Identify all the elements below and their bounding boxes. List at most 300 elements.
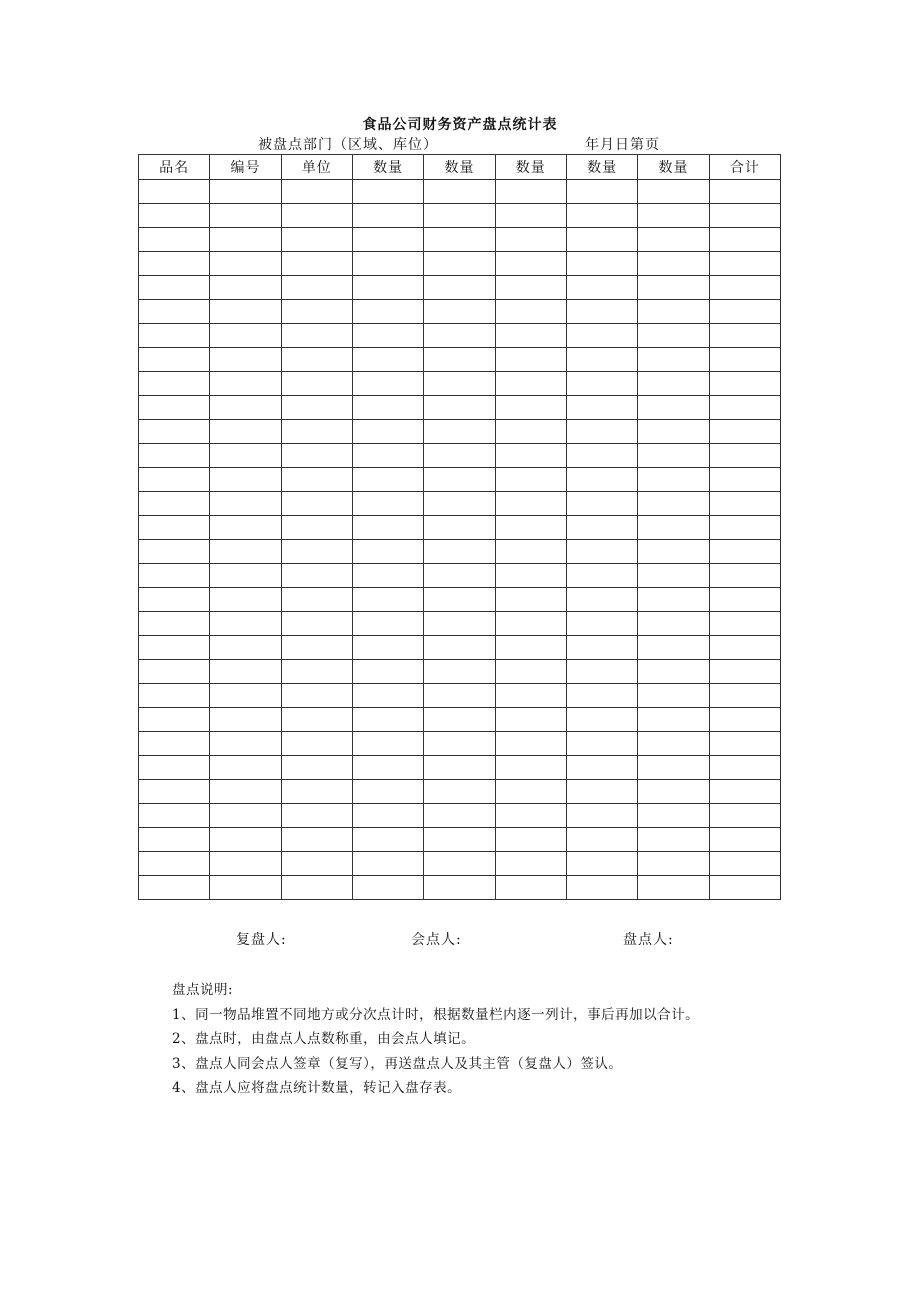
table-cell[interactable]: [139, 612, 210, 636]
table-cell[interactable]: [424, 348, 495, 372]
table-cell[interactable]: [638, 828, 709, 852]
table-cell[interactable]: [424, 612, 495, 636]
table-cell[interactable]: [281, 828, 352, 852]
table-cell[interactable]: [352, 804, 423, 828]
table-cell[interactable]: [281, 492, 352, 516]
table-cell[interactable]: [566, 636, 637, 660]
table-cell[interactable]: [139, 180, 210, 204]
table-cell[interactable]: [352, 420, 423, 444]
table-cell[interactable]: [139, 732, 210, 756]
table-cell[interactable]: [495, 396, 566, 420]
table-row: [139, 372, 781, 396]
table-cell[interactable]: [638, 732, 709, 756]
col-header-quantity-1: 数量: [352, 155, 423, 180]
notes-heading: 盘点说明:: [172, 982, 234, 998]
table-cell[interactable]: [352, 252, 423, 276]
table-cell[interactable]: [424, 324, 495, 348]
table-cell[interactable]: [495, 732, 566, 756]
table-cell[interactable]: [638, 852, 709, 876]
table-cell[interactable]: [638, 780, 709, 804]
table-cell[interactable]: [566, 300, 637, 324]
table-row: [139, 588, 781, 612]
table-cell[interactable]: [566, 396, 637, 420]
col-header-quantity-5: 数量: [638, 155, 709, 180]
table-cell[interactable]: [566, 588, 637, 612]
table-cell[interactable]: [709, 300, 780, 324]
table-cell[interactable]: [424, 180, 495, 204]
table-row: [139, 612, 781, 636]
table-cell[interactable]: [210, 492, 281, 516]
table-cell[interactable]: [139, 468, 210, 492]
table-cell[interactable]: [352, 612, 423, 636]
table-cell[interactable]: [352, 588, 423, 612]
table-cell[interactable]: [281, 852, 352, 876]
table-cell[interactable]: [424, 564, 495, 588]
table-row: [139, 780, 781, 804]
table-cell[interactable]: [709, 804, 780, 828]
table-row: [139, 324, 781, 348]
table-cell[interactable]: [281, 708, 352, 732]
table-cell[interactable]: [424, 684, 495, 708]
table-cell[interactable]: [566, 204, 637, 228]
table-cell[interactable]: [352, 468, 423, 492]
table-cell[interactable]: [352, 396, 423, 420]
table-cell[interactable]: [495, 852, 566, 876]
table-cell[interactable]: [709, 468, 780, 492]
table-cell[interactable]: [210, 396, 281, 420]
table-cell[interactable]: [495, 252, 566, 276]
table-cell[interactable]: [495, 444, 566, 468]
table-cell[interactable]: [495, 684, 566, 708]
table-cell[interactable]: [352, 852, 423, 876]
table-cell[interactable]: [424, 828, 495, 852]
witness-signature-label: 会点人:: [411, 932, 462, 948]
table-cell[interactable]: [352, 756, 423, 780]
table-cell[interactable]: [566, 348, 637, 372]
table-cell[interactable]: [638, 876, 709, 900]
table-cell[interactable]: [709, 564, 780, 588]
table-cell[interactable]: [281, 204, 352, 228]
table-row: [139, 348, 781, 372]
table-cell[interactable]: [210, 444, 281, 468]
table-cell[interactable]: [210, 828, 281, 852]
table-cell[interactable]: [210, 780, 281, 804]
table-cell[interactable]: [281, 804, 352, 828]
table-cell[interactable]: [638, 420, 709, 444]
table-cell[interactable]: [210, 180, 281, 204]
table-cell[interactable]: [139, 204, 210, 228]
table-cell[interactable]: [210, 372, 281, 396]
table-cell[interactable]: [566, 324, 637, 348]
table-cell[interactable]: [495, 828, 566, 852]
table-cell[interactable]: [210, 804, 281, 828]
table-cell[interactable]: [709, 252, 780, 276]
table-row: [139, 876, 781, 900]
table-cell[interactable]: [281, 732, 352, 756]
table-cell[interactable]: [352, 348, 423, 372]
table-cell[interactable]: [139, 876, 210, 900]
table-cell[interactable]: [638, 588, 709, 612]
table-cell[interactable]: [495, 276, 566, 300]
table-cell[interactable]: [139, 780, 210, 804]
table-cell[interactable]: [139, 396, 210, 420]
table-cell[interactable]: [281, 540, 352, 564]
table-cell[interactable]: [495, 612, 566, 636]
col-header-quantity-4: 数量: [566, 155, 637, 180]
table-cell[interactable]: [281, 180, 352, 204]
table-cell[interactable]: [424, 756, 495, 780]
table-row: [139, 180, 781, 204]
table-cell[interactable]: [424, 396, 495, 420]
table-row: [139, 756, 781, 780]
table-cell[interactable]: [139, 252, 210, 276]
table-cell[interactable]: [210, 516, 281, 540]
counter-signature-label: 盘点人:: [623, 932, 674, 948]
table-cell[interactable]: [638, 300, 709, 324]
table-cell[interactable]: [424, 708, 495, 732]
table-cell[interactable]: [424, 204, 495, 228]
table-cell[interactable]: [638, 204, 709, 228]
table-cell[interactable]: [281, 468, 352, 492]
table-cell[interactable]: [638, 444, 709, 468]
table-cell[interactable]: [638, 804, 709, 828]
table-cell[interactable]: [566, 660, 637, 684]
table-cell[interactable]: [566, 612, 637, 636]
table-cell[interactable]: [139, 540, 210, 564]
table-cell[interactable]: [281, 588, 352, 612]
table-cell[interactable]: [210, 300, 281, 324]
table-cell[interactable]: [281, 396, 352, 420]
table-cell[interactable]: [638, 516, 709, 540]
table-cell[interactable]: [566, 516, 637, 540]
table-cell[interactable]: [495, 636, 566, 660]
table-cell[interactable]: [281, 660, 352, 684]
table-cell[interactable]: [281, 564, 352, 588]
table-cell[interactable]: [281, 876, 352, 900]
table-cell[interactable]: [566, 276, 637, 300]
table-cell[interactable]: [139, 300, 210, 324]
table-cell[interactable]: [424, 804, 495, 828]
table-cell[interactable]: [495, 372, 566, 396]
table-cell[interactable]: [424, 276, 495, 300]
table-cell[interactable]: [495, 564, 566, 588]
table-cell[interactable]: [139, 804, 210, 828]
table-cell[interactable]: [709, 516, 780, 540]
table-cell[interactable]: [352, 492, 423, 516]
table-cell[interactable]: [495, 756, 566, 780]
table-cell[interactable]: [709, 708, 780, 732]
table-cell[interactable]: [424, 732, 495, 756]
table-cell[interactable]: [709, 876, 780, 900]
table-cell[interactable]: [566, 828, 637, 852]
table-cell[interactable]: [495, 780, 566, 804]
table-cell[interactable]: [566, 468, 637, 492]
table-cell[interactable]: [566, 708, 637, 732]
table-cell[interactable]: [638, 756, 709, 780]
table-cell[interactable]: [424, 228, 495, 252]
table-cell[interactable]: [566, 684, 637, 708]
recheck-signature-label: 复盘人:: [236, 932, 287, 948]
table-cell[interactable]: [352, 300, 423, 324]
table-cell[interactable]: [495, 804, 566, 828]
table-cell[interactable]: [566, 756, 637, 780]
table-cell[interactable]: [495, 324, 566, 348]
table-cell[interactable]: [424, 444, 495, 468]
table-cell[interactable]: [638, 684, 709, 708]
table-cell[interactable]: [139, 828, 210, 852]
table-cell[interactable]: [210, 756, 281, 780]
table-cell[interactable]: [210, 876, 281, 900]
table-cell[interactable]: [709, 276, 780, 300]
table-cell[interactable]: [352, 780, 423, 804]
table-cell[interactable]: [709, 756, 780, 780]
table-cell[interactable]: [638, 660, 709, 684]
table-cell[interactable]: [139, 348, 210, 372]
table-cell[interactable]: [352, 564, 423, 588]
table-cell[interactable]: [424, 540, 495, 564]
table-cell[interactable]: [210, 852, 281, 876]
table-cell[interactable]: [210, 276, 281, 300]
table-cell[interactable]: [210, 348, 281, 372]
table-cell[interactable]: [709, 612, 780, 636]
table-cell[interactable]: [352, 540, 423, 564]
table-cell[interactable]: [281, 348, 352, 372]
table-cell[interactable]: [638, 708, 709, 732]
table-cell[interactable]: [638, 324, 709, 348]
table-cell[interactable]: [495, 300, 566, 324]
table-cell[interactable]: [139, 516, 210, 540]
table-cell[interactable]: [210, 660, 281, 684]
table-cell[interactable]: [352, 876, 423, 900]
table-cell[interactable]: [352, 636, 423, 660]
note-item-2: 2、盘点时，由盘点人点数称重，由会点人填记。: [172, 1031, 476, 1047]
table-cell[interactable]: [281, 612, 352, 636]
table-cell[interactable]: [638, 228, 709, 252]
table-row: [139, 228, 781, 252]
table-cell[interactable]: [210, 204, 281, 228]
table-cell[interactable]: [352, 516, 423, 540]
table-cell[interactable]: [139, 492, 210, 516]
table-cell[interactable]: [424, 780, 495, 804]
table-cell[interactable]: [709, 420, 780, 444]
table-cell[interactable]: [281, 420, 352, 444]
table-cell[interactable]: [709, 324, 780, 348]
table-cell[interactable]: [495, 348, 566, 372]
table-cell[interactable]: [566, 372, 637, 396]
col-header-quantity-2: 数量: [424, 155, 495, 180]
table-cell[interactable]: [709, 780, 780, 804]
table-cell[interactable]: [139, 852, 210, 876]
table-cell[interactable]: [281, 276, 352, 300]
table-cell[interactable]: [139, 684, 210, 708]
table-cell[interactable]: [638, 276, 709, 300]
table-cell[interactable]: [210, 324, 281, 348]
table-cell[interactable]: [566, 252, 637, 276]
table-cell[interactable]: [495, 420, 566, 444]
table-cell[interactable]: [424, 876, 495, 900]
table-cell[interactable]: [281, 252, 352, 276]
table-cell[interactable]: [424, 372, 495, 396]
table-cell[interactable]: [352, 372, 423, 396]
table-cell[interactable]: [638, 636, 709, 660]
table-cell[interactable]: [566, 180, 637, 204]
table-cell[interactable]: [352, 732, 423, 756]
table-cell[interactable]: [210, 228, 281, 252]
table-cell[interactable]: [281, 636, 352, 660]
table-row: [139, 444, 781, 468]
table-cell[interactable]: [210, 732, 281, 756]
table-cell[interactable]: [638, 564, 709, 588]
table-cell[interactable]: [352, 684, 423, 708]
table-cell[interactable]: [281, 372, 352, 396]
table-cell[interactable]: [139, 660, 210, 684]
table-cell[interactable]: [566, 852, 637, 876]
table-cell[interactable]: [566, 876, 637, 900]
table-cell[interactable]: [139, 420, 210, 444]
table-cell[interactable]: [281, 780, 352, 804]
table-cell[interactable]: [638, 180, 709, 204]
table-cell[interactable]: [495, 540, 566, 564]
table-cell[interactable]: [566, 804, 637, 828]
table-cell[interactable]: [139, 756, 210, 780]
table-cell[interactable]: [566, 540, 637, 564]
table-cell[interactable]: [709, 372, 780, 396]
table-cell[interactable]: [210, 420, 281, 444]
table-cell[interactable]: [709, 636, 780, 660]
table-cell[interactable]: [709, 588, 780, 612]
table-cell[interactable]: [139, 228, 210, 252]
table-cell[interactable]: [709, 660, 780, 684]
table-cell[interactable]: [566, 420, 637, 444]
table-cell[interactable]: [424, 636, 495, 660]
table-cell[interactable]: [638, 540, 709, 564]
table-cell[interactable]: [210, 468, 281, 492]
table-cell[interactable]: [352, 228, 423, 252]
table-cell[interactable]: [281, 756, 352, 780]
table-row: [139, 732, 781, 756]
table-cell[interactable]: [210, 252, 281, 276]
date-page-label: 年月日第页: [585, 137, 660, 153]
table-cell[interactable]: [281, 684, 352, 708]
table-cell[interactable]: [210, 612, 281, 636]
table-cell[interactable]: [638, 252, 709, 276]
table-cell[interactable]: [210, 684, 281, 708]
table-cell[interactable]: [709, 204, 780, 228]
table-cell[interactable]: [424, 660, 495, 684]
table-cell[interactable]: [638, 348, 709, 372]
table-cell[interactable]: [139, 708, 210, 732]
notes-section: [172, 978, 699, 1101]
table-cell[interactable]: [566, 228, 637, 252]
table-cell[interactable]: [566, 780, 637, 804]
table-cell[interactable]: [566, 444, 637, 468]
note-item-3: 3、盘点人同会点人签章（复写），再送盘点人及其主管（复盘人）签认。: [172, 1055, 623, 1072]
table-cell[interactable]: [424, 420, 495, 444]
table-cell[interactable]: [352, 660, 423, 684]
table-cell[interactable]: [709, 684, 780, 708]
table-cell[interactable]: [210, 708, 281, 732]
table-cell[interactable]: [352, 708, 423, 732]
table-row: [139, 852, 781, 876]
table-cell[interactable]: [139, 636, 210, 660]
table-cell[interactable]: [210, 564, 281, 588]
table-cell[interactable]: [709, 828, 780, 852]
table-row: [139, 492, 781, 516]
table-cell[interactable]: [495, 204, 566, 228]
table-cell[interactable]: [638, 396, 709, 420]
table-cell[interactable]: [709, 396, 780, 420]
table-cell[interactable]: [638, 468, 709, 492]
table-cell[interactable]: [424, 588, 495, 612]
table-cell[interactable]: [424, 492, 495, 516]
table-cell[interactable]: [352, 324, 423, 348]
table-cell[interactable]: [495, 228, 566, 252]
table-cell[interactable]: [709, 732, 780, 756]
table-cell[interactable]: [352, 276, 423, 300]
table-row: [139, 804, 781, 828]
table-cell[interactable]: [709, 852, 780, 876]
table-cell[interactable]: [352, 204, 423, 228]
note-item-4: 4、盘点人应将盘点统计数量，转记入盘存表。: [172, 1080, 462, 1096]
table-cell[interactable]: [210, 636, 281, 660]
table-cell[interactable]: [424, 852, 495, 876]
table-cell[interactable]: [495, 468, 566, 492]
table-cell[interactable]: [495, 180, 566, 204]
table-cell[interactable]: [281, 324, 352, 348]
table-cell[interactable]: [281, 516, 352, 540]
table-cell[interactable]: [709, 540, 780, 564]
table-cell[interactable]: [210, 588, 281, 612]
table-cell[interactable]: [424, 252, 495, 276]
table-cell[interactable]: [352, 828, 423, 852]
table-cell[interactable]: [495, 588, 566, 612]
table-cell[interactable]: [139, 372, 210, 396]
table-cell[interactable]: [638, 372, 709, 396]
table-cell[interactable]: [281, 228, 352, 252]
table-cell[interactable]: [495, 516, 566, 540]
table-cell[interactable]: [352, 444, 423, 468]
table-cell[interactable]: [495, 492, 566, 516]
table-cell[interactable]: [424, 300, 495, 324]
table-cell[interactable]: [139, 324, 210, 348]
table-cell[interactable]: [139, 564, 210, 588]
table-cell[interactable]: [424, 516, 495, 540]
table-cell[interactable]: [281, 300, 352, 324]
table-cell[interactable]: [281, 444, 352, 468]
table-cell[interactable]: [709, 180, 780, 204]
table-cell[interactable]: [566, 492, 637, 516]
table-cell[interactable]: [709, 444, 780, 468]
table-cell[interactable]: [638, 612, 709, 636]
table-cell[interactable]: [139, 276, 210, 300]
table-row: [139, 420, 781, 444]
table-cell[interactable]: [566, 564, 637, 588]
table-cell[interactable]: [495, 876, 566, 900]
table-cell[interactable]: [495, 660, 566, 684]
table-row: [139, 684, 781, 708]
table-cell[interactable]: [566, 732, 637, 756]
table-cell[interactable]: [495, 708, 566, 732]
table-cell[interactable]: [709, 492, 780, 516]
table-cell[interactable]: [709, 348, 780, 372]
table-cell[interactable]: [424, 468, 495, 492]
table-cell[interactable]: [210, 540, 281, 564]
table-cell[interactable]: [638, 492, 709, 516]
table-cell[interactable]: [352, 180, 423, 204]
table-cell[interactable]: [139, 588, 210, 612]
table-cell[interactable]: [139, 444, 210, 468]
table-cell[interactable]: [709, 228, 780, 252]
